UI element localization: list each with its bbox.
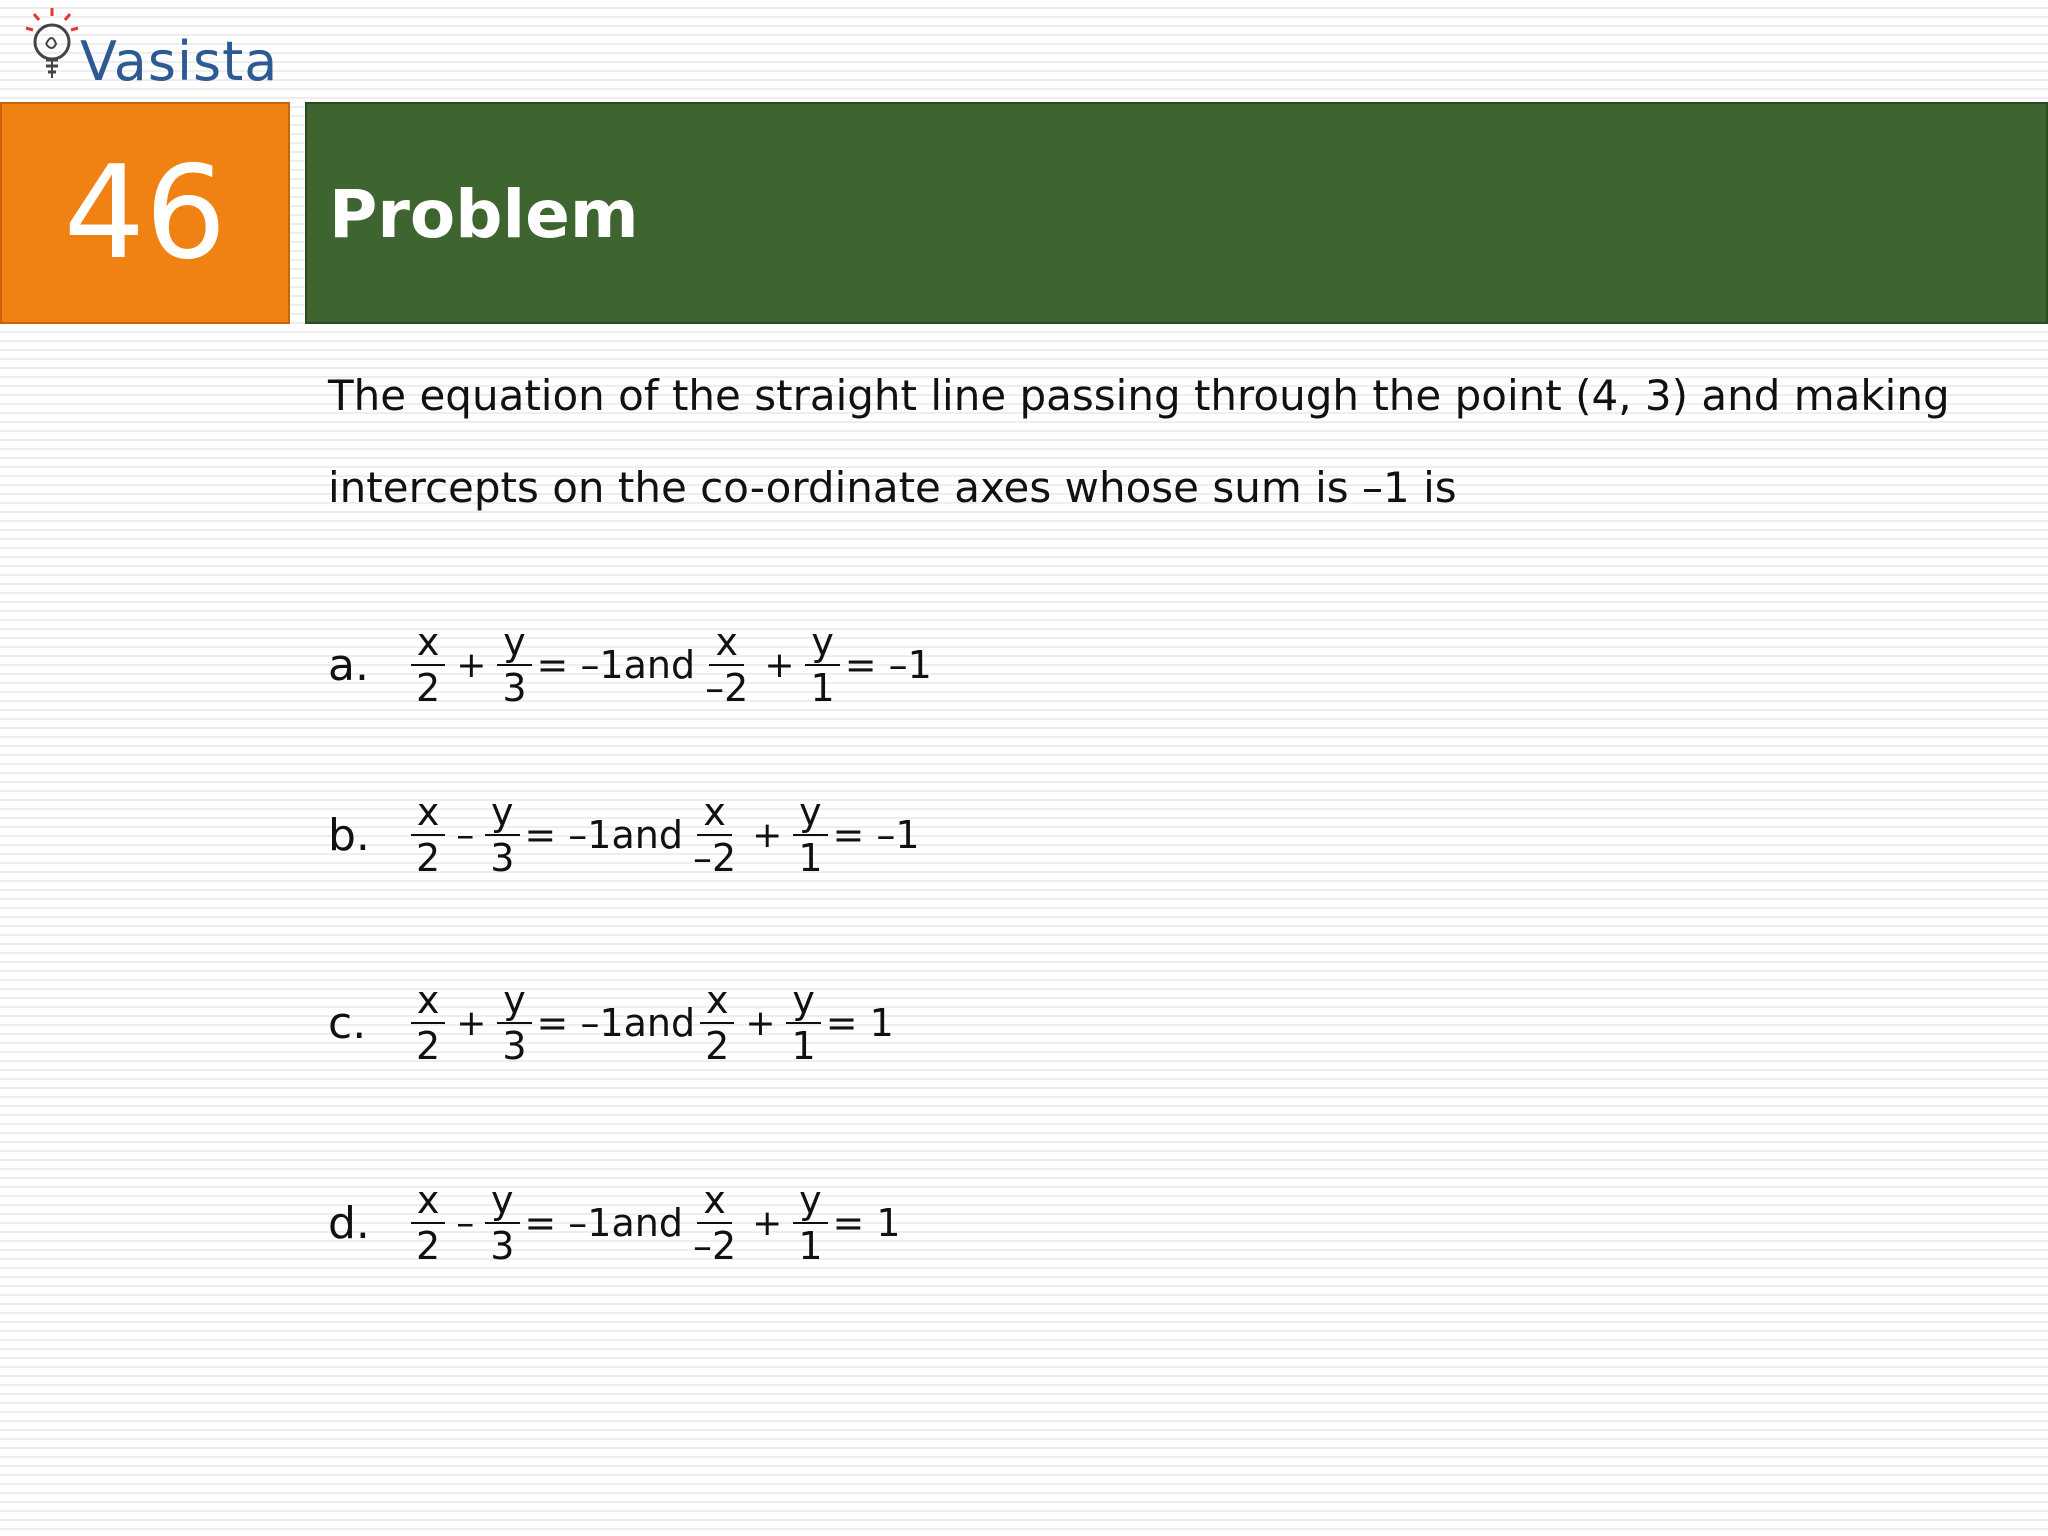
fraction-2 bbox=[484, 1178, 520, 1268]
slide-number: 46 bbox=[63, 138, 227, 288]
option-label: d. bbox=[328, 1197, 370, 1249]
question-line-1: The equation of the straight line passing through the point (4, 3) and making bbox=[328, 371, 1950, 420]
slide-title: Problem bbox=[329, 176, 639, 253]
denominator: –2 bbox=[692, 1224, 737, 1268]
right-hand-side: = 1 bbox=[825, 1001, 894, 1045]
option-equations bbox=[406, 1178, 901, 1268]
option-equations bbox=[406, 620, 932, 710]
lightbulb-icon bbox=[22, 4, 82, 100]
slide-number-box bbox=[0, 102, 290, 324]
numerator: x bbox=[411, 1178, 446, 1224]
right-hand-side: = 1 bbox=[832, 1201, 901, 1245]
numerator: y bbox=[793, 1178, 828, 1224]
fraction-3 bbox=[699, 978, 735, 1068]
equals-and: = –1and bbox=[536, 643, 696, 687]
equals-and: = –1and bbox=[524, 813, 683, 857]
numerator: x bbox=[697, 1178, 732, 1224]
right-hand-side: = –1 bbox=[832, 813, 920, 857]
denominator: 3 bbox=[502, 1024, 527, 1068]
fraction-3 bbox=[699, 620, 754, 710]
denominator: –2 bbox=[692, 836, 737, 880]
denominator: 1 bbox=[810, 666, 835, 710]
fraction-3 bbox=[687, 1178, 742, 1268]
fraction-4 bbox=[792, 790, 828, 880]
fraction-4 bbox=[805, 620, 841, 710]
numerator: y bbox=[485, 790, 520, 836]
numerator: x bbox=[411, 620, 446, 666]
numerator: y bbox=[793, 790, 828, 836]
operator-1: – bbox=[456, 1202, 475, 1244]
fraction-3 bbox=[687, 790, 742, 880]
option-equations bbox=[406, 790, 920, 880]
fraction-1 bbox=[410, 790, 446, 880]
operator-2: + bbox=[764, 644, 795, 686]
fraction-1 bbox=[410, 978, 446, 1068]
numerator: x bbox=[709, 620, 744, 666]
operator-2: + bbox=[745, 1002, 776, 1044]
option-label: a. bbox=[328, 639, 369, 691]
numerator: x bbox=[411, 790, 446, 836]
fraction-2 bbox=[484, 790, 520, 880]
denominator: 3 bbox=[490, 836, 515, 880]
question-line-2: intercepts on the co-ordinate axes whose sum is –1 is bbox=[328, 463, 1457, 512]
denominator: 1 bbox=[798, 836, 823, 880]
equals-and: = –1and bbox=[536, 1001, 696, 1045]
numerator: y bbox=[497, 620, 532, 666]
operator-1: + bbox=[456, 1002, 487, 1044]
numerator: y bbox=[805, 620, 840, 666]
fraction-4 bbox=[786, 978, 822, 1068]
denominator: 2 bbox=[416, 836, 441, 880]
operator-1: + bbox=[456, 644, 487, 686]
denominator: 2 bbox=[416, 1024, 441, 1068]
numerator: x bbox=[697, 790, 732, 836]
fraction-4 bbox=[792, 1178, 828, 1268]
denominator: 2 bbox=[416, 1224, 441, 1268]
option-a bbox=[328, 620, 932, 710]
numerator: x bbox=[700, 978, 735, 1024]
fraction-1 bbox=[410, 620, 446, 710]
numerator: y bbox=[485, 1178, 520, 1224]
option-equations bbox=[406, 978, 894, 1068]
option-c bbox=[328, 978, 894, 1068]
question-text bbox=[328, 350, 1978, 534]
operator-1: – bbox=[456, 814, 475, 856]
option-b bbox=[328, 790, 920, 880]
denominator: 2 bbox=[705, 1024, 730, 1068]
denominator: 2 bbox=[416, 666, 441, 710]
vasista-logo bbox=[22, 4, 292, 100]
operator-2: + bbox=[752, 814, 783, 856]
equals-and: = –1and bbox=[524, 1201, 683, 1245]
brand-name: Vasista bbox=[80, 30, 279, 93]
title-bar bbox=[305, 102, 2048, 324]
numerator: x bbox=[411, 978, 446, 1024]
fraction-2 bbox=[496, 620, 532, 710]
option-d bbox=[328, 1178, 901, 1268]
denominator: 1 bbox=[791, 1024, 816, 1068]
denominator: 3 bbox=[490, 1224, 515, 1268]
denominator: –2 bbox=[705, 666, 749, 710]
fraction-2 bbox=[496, 978, 532, 1068]
numerator: y bbox=[497, 978, 532, 1024]
right-hand-side: = –1 bbox=[844, 643, 932, 687]
fraction-1 bbox=[410, 1178, 446, 1268]
option-label: b. bbox=[328, 809, 370, 861]
denominator: 3 bbox=[502, 666, 527, 710]
denominator: 1 bbox=[798, 1224, 823, 1268]
numerator: y bbox=[786, 978, 821, 1024]
option-label: c. bbox=[328, 997, 367, 1049]
operator-2: + bbox=[752, 1202, 783, 1244]
